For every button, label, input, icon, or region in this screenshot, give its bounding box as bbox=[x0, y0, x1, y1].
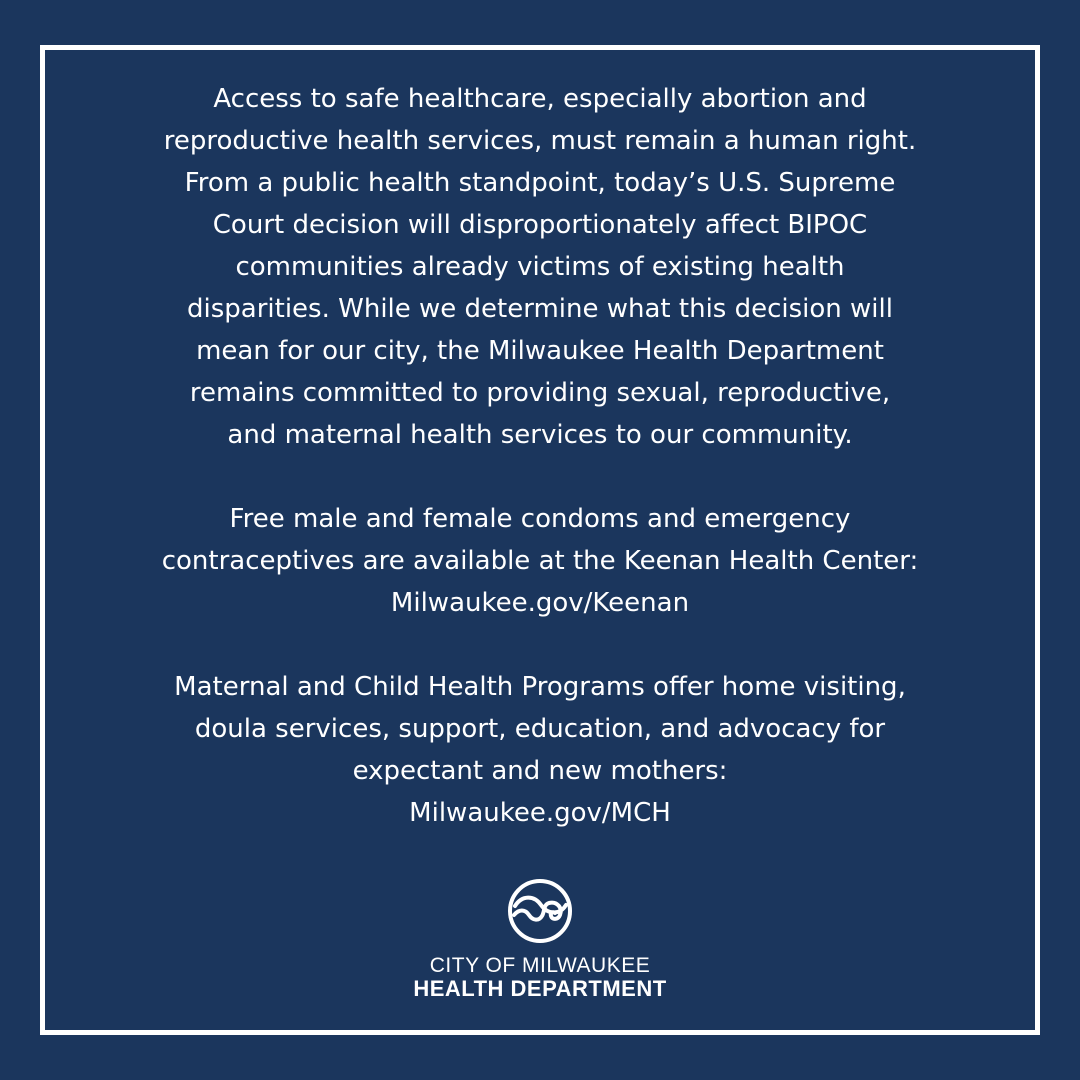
statement-line: Court decision will disproportionately affect BIPOC bbox=[212, 210, 868, 240]
organization-line-2: HEALTH DEPARTMENT bbox=[413, 976, 667, 1001]
statement-line: reproductive health services, must remain a human right. bbox=[163, 126, 917, 156]
mch-line: expectant and new mothers: bbox=[352, 756, 728, 786]
mch-paragraph bbox=[60, 666, 1020, 834]
statement-line: and maternal health services to our community. bbox=[227, 420, 853, 450]
paragraph-gap bbox=[60, 624, 1020, 666]
keenan-line: Free male and female condoms and emergency bbox=[229, 504, 851, 534]
keenan-paragraph bbox=[60, 498, 1020, 624]
keenan-link-text: Milwaukee.gov/Keenan bbox=[390, 588, 690, 618]
mch-line: Maternal and Child Health Programs offer home visiting, bbox=[174, 672, 906, 702]
mch-line: doula services, support, education, and advocacy for bbox=[194, 714, 886, 744]
milwaukee-health-wave-logo-icon bbox=[507, 878, 573, 944]
paragraph-gap bbox=[60, 456, 1020, 498]
organization-line-1: CITY OF MILWAUKEE bbox=[429, 954, 651, 977]
statement-line: From a public health standpoint, today’s U.S. Supreme bbox=[184, 168, 896, 198]
keenan-line: contraceptives are available at the Keenan Health Center: bbox=[161, 546, 919, 576]
statement-line: mean for our city, the Milwaukee Health Department bbox=[196, 336, 884, 366]
statement-line: disparities. While we determine what this decision will bbox=[187, 294, 893, 324]
mch-link-text: Milwaukee.gov/MCH bbox=[409, 798, 671, 828]
statement-paragraph bbox=[60, 78, 1020, 456]
statement-line: remains committed to providing sexual, reproductive, bbox=[189, 378, 891, 408]
statement-line: Access to safe healthcare, especially abortion and bbox=[213, 84, 867, 114]
statement-line: communities already victims of existing health bbox=[235, 252, 845, 282]
statement-text-block bbox=[60, 78, 1020, 834]
